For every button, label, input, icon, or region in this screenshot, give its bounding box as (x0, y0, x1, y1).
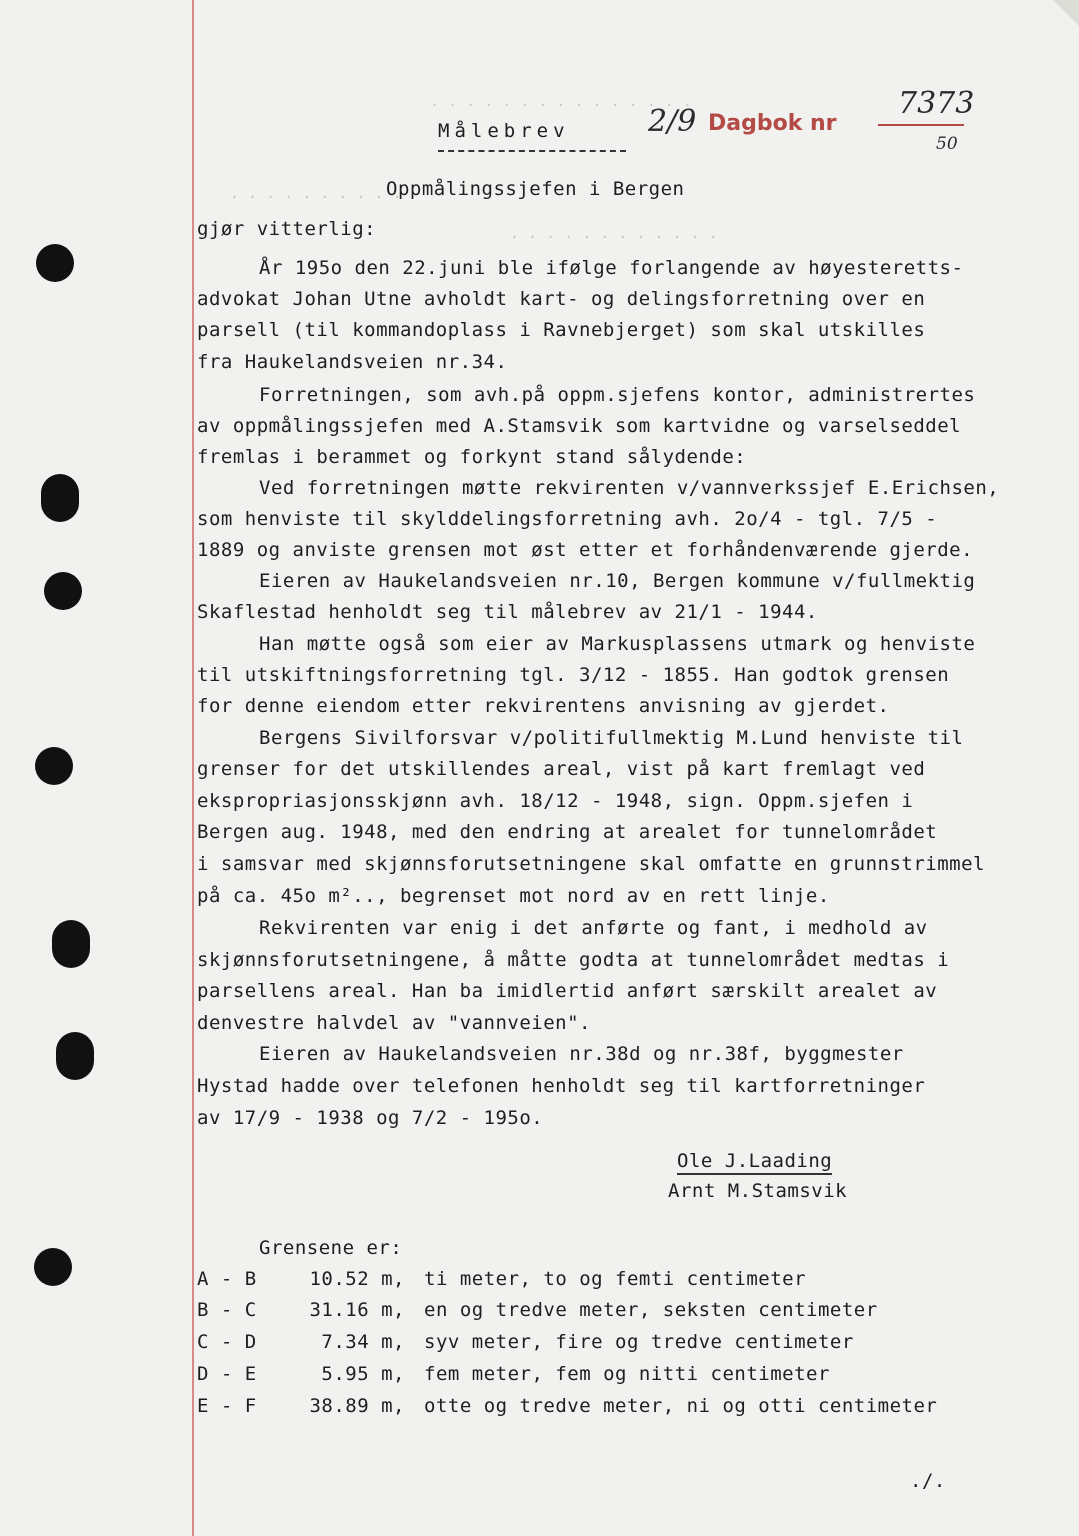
boundary-segment: B - C (197, 1299, 257, 1321)
text-line: ekspropriasjonsskjønn avh. 18/12 - 1948, sign. Oppm.sjefen i (197, 790, 914, 812)
text-line: Bergens Sivilforsvar v/politifullmektig M.Lund henviste til (259, 727, 964, 749)
journal-year: 50 (936, 134, 958, 154)
boundary-words: fem meter, fem og nitti centimeter (424, 1363, 830, 1385)
text-line: av oppmålingssjefen med A.Stamsvik som kartvidne og varselseddel (197, 415, 962, 437)
boundary-length: 38.89 m, (309, 1395, 405, 1417)
text-line: parsellens areal. Han ba imidlertid anført særskilt arealet av (197, 980, 938, 1002)
boundary-words: en og tredve meter, seksten centimeter (424, 1299, 878, 1321)
text-line: av 17/9 - 1938 og 7/2 - 195o. (197, 1107, 544, 1129)
text-line: denvestre halvdel av "vannveien". (197, 1012, 591, 1034)
boundary-length: 5.95 m, (321, 1363, 405, 1385)
text-line: parsell (til kommandoplass i Ravnebjerget) som skal utskilles (197, 319, 926, 341)
text-line: 1889 og anviste grensen mot øst etter et forhåndenværende gjerde. (197, 539, 974, 561)
boundary-segment: D - E (197, 1363, 257, 1385)
text-line: til utskiftningsforretning tgl. 3/12 - 1855. Han godtok grensen (197, 664, 950, 686)
text-line: År 195o den 22.juni ble ifølge forlangende av høyesteretts- (259, 257, 964, 279)
boundary-length: 31.16 m, (309, 1299, 405, 1321)
text-line: Bergen aug. 1948, med den endring at arealet for tunnelområdet (197, 821, 938, 843)
text-line: Eieren av Haukelandsveien nr.38d og nr.38f, byggmester (259, 1043, 904, 1065)
text-line: Hystad hadde over telefonen henholdt seg til kartforretninger (197, 1075, 926, 1097)
boundary-words: ti meter, to og femti centimeter (424, 1268, 807, 1290)
text-line: Rekvirenten var enig i det anførte og fant, i medhold av (259, 917, 928, 939)
punch-hole (41, 474, 79, 522)
text-line: i samsvar med skjønnsforutsetningene skal omfatte en grunnstrimmel (197, 853, 985, 875)
authority: Oppmålingssjefen i Bergen (386, 178, 685, 200)
bleed-through: · · · · · · · · · · · · (510, 228, 718, 246)
boundary-length: 10.52 m, (309, 1268, 405, 1290)
journal-number: 7373 (898, 86, 975, 121)
boundary-segment: E - F (197, 1395, 257, 1417)
boundary-segment: A - B (197, 1268, 257, 1290)
journal-stamp: Dagbok nr (708, 111, 837, 136)
boundary-segment: C - D (197, 1331, 257, 1353)
text-line: som henviste til skylddelingsforretning avh. 2o/4 - tgl. 7/5 - (197, 508, 938, 530)
text-line: Ved forretningen møtte rekvirenten v/vannverkssjef E.Erichsen, (259, 477, 1000, 499)
boundary-length: 7.34 m, (321, 1331, 405, 1353)
signature-2: Arnt M.Stamsvik (668, 1180, 848, 1202)
stamp-line (878, 124, 964, 126)
text-line: for denne eiendom etter rekvirentens anvisning av gjerdet. (197, 695, 890, 717)
text-line: grenser for det utskillendes areal, vist på kart fremlagt ved (197, 758, 926, 780)
text-line: Forretningen, som avh.på oppm.sjefens kontor, administrertes (259, 384, 976, 406)
punch-hole (44, 572, 82, 610)
document-title: Målebrev (438, 120, 570, 142)
page-fold (1053, 0, 1079, 26)
boundary-words: syv meter, fire og tredve centimeter (424, 1331, 854, 1353)
text-line: skjønnsforutsetningene, å måtte godta at tunnelområdet medtas i (197, 949, 950, 971)
text-line: fremlas i berammet og forkynt stand sålydende: (197, 446, 747, 468)
punch-hole (35, 747, 73, 785)
bleed-through: · · · · · · · · · · · · · · · (430, 96, 692, 114)
text-line: på ca. 45o m².., begrenset mot nord av en rett linje. (197, 885, 830, 907)
bleed-through: · · · · · · · · · · (230, 188, 402, 206)
continuation-mark: ./. (910, 1470, 946, 1492)
intro: gjør vitterlig: (197, 218, 377, 240)
signature-1: Ole J.Laading (677, 1150, 832, 1175)
boundaries-heading: Grensene er: (259, 1237, 403, 1259)
text-line: Skaflestad henholdt seg til målebrev av 21/1 - 1944. (197, 601, 818, 623)
punch-hole (34, 1248, 72, 1286)
punch-hole (36, 244, 74, 282)
text-line: advokat Johan Utne avholdt kart- og delingsforretning over en (197, 288, 926, 310)
text-line: fra Haukelandsveien nr.34. (197, 351, 508, 373)
margin-line (192, 0, 194, 1536)
text-line: Han møtte også som eier av Markusplassens utmark og henviste (259, 633, 976, 655)
punch-hole (52, 920, 90, 968)
title-underline (438, 150, 626, 152)
punch-hole (56, 1032, 94, 1080)
boundary-words: otte og tredve meter, ni og otti centimeter (424, 1395, 938, 1417)
handwritten-date: 2/9 (648, 104, 697, 139)
text-line: Eieren av Haukelandsveien nr.10, Bergen kommune v/fullmektig (259, 570, 976, 592)
